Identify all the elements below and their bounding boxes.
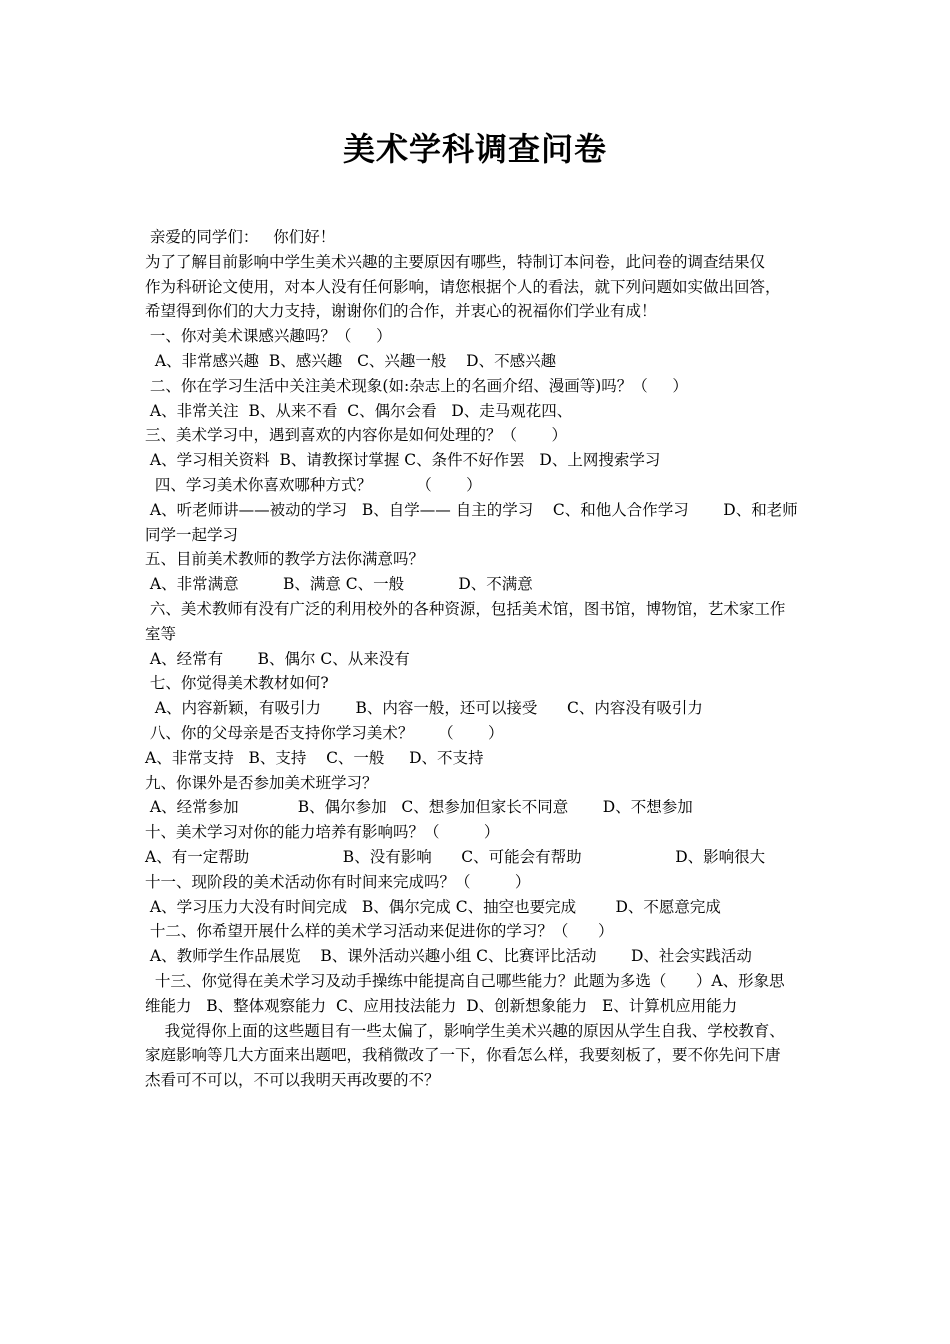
answers-13: 维能力 B、整体观察能力 C、应用技法能力 D、创新想象能力 E、计算机应用能力 (145, 996, 738, 1015)
question-9: 九、你课外是否参加美术班学习？ (145, 773, 378, 792)
question-10: 十、美术学习对你的能力培养有影响吗？（ ） (145, 823, 500, 842)
answers-1: A、非常感兴趣 B、感兴趣 C、兴趣一般 D、不感兴趣 (145, 351, 557, 370)
answers-9: A、经常参加 B、偶尔参加 C、想参加但家长不同意 D、不想参加 (145, 798, 693, 817)
question-13: 十三、你觉得在美术学习及动手操练中能提高自己哪些能力？此题为多选（ ）A、形象思 (145, 971, 785, 990)
document-body (145, 225, 811, 1093)
question-3: 三、美术学习中，遇到喜欢的内容你是如何处理的？（ ） (145, 426, 567, 445)
question-7: 七、你觉得美术教材如何? (145, 674, 329, 693)
answers-11: A、学习压力大没有时间完成 B、偶尔完成 C、抽空也要完成 D、不愿意完成 (145, 897, 721, 916)
question-2: 二、你在学习生活中关注美术现象(如:杂志上的名画介绍、漫画等)吗？（ ） (145, 376, 688, 395)
answers-6: A、经常有 B、偶尔 C、从来没有 (145, 649, 410, 668)
answers-3: A、学习相关资料 B、请教探讨掌握 C、条件不好作罢 D、上网搜索学习 (145, 451, 661, 470)
note-line-1: 我觉得你上面的这些题目有一些太偏了，影响学生美术兴趣的原因从学生自我、学校教育、 (145, 1021, 785, 1040)
answers-7: A、内容新颖，有吸引力 B、内容一般，还可以接受 C、内容没有吸引力 (145, 699, 703, 718)
answers-2: A、非常关注 B、从来不看 C、偶尔会看 D、走马观花四、 (145, 401, 573, 420)
answers-5: A、非常满意 B、满意 C、一般 D、不满意 (145, 575, 533, 594)
intro-line-1: 为了了解目前影响中学生美术兴趣的主要原因有哪些，特制订本问卷，此问卷的调查结果仅 (145, 252, 766, 271)
intro-line-2: 作为科研论文使用，对本人没有任何影响，请您根据个人的看法，就下列问题如实做出回答， (145, 277, 781, 296)
greeting-line: 亲爱的同学们： 你们好！ (145, 228, 336, 246)
question-1: 一、你对美术课感兴趣吗？（ ） (145, 327, 392, 346)
question-8: 八、你的父母亲是否支持你学习美术？ （ ） (145, 723, 504, 742)
answers-12: A、教师学生作品展览 B、课外活动兴趣小组 C、比赛评比活动 D、社会实践活动 (145, 947, 752, 966)
question-6: 六、美术教师有没有广泛的利用校外的各种资源，包括美术馆，图书馆，博物馆，艺术家工作 (145, 599, 786, 618)
answers-4: A、听老师讲——被动的学习 B、自学—— 自主的学习 C、和他人合作学习 D、和老师 (145, 500, 798, 519)
answers-8: A、非常支持 B、支持 C、一般 D、不支持 (145, 748, 484, 767)
answers-4-continued: 同学一起学习 (145, 525, 239, 544)
intro-line-3: 希望得到你们的大力支持，谢谢你们的合作，并衷心的祝福你们学业有成！ (145, 302, 657, 321)
question-5: 五、目前美术教师的教学方法你满意吗？ (145, 550, 425, 569)
note-line-3: 杰看可不可以，不可以我明天再改要的不？ (145, 1071, 440, 1090)
note-line-2: 家庭影响等几大方面来出题吧，我稍微改了一下，你看怎么样，我要刻板了，要不你先问下唐 (145, 1046, 781, 1065)
question-6-continued: 室等 (145, 624, 177, 643)
question-4: 四、学习美术你喜欢哪种方式？ （ ） (145, 475, 482, 494)
question-11: 十一、现阶段的美术活动你有时间来完成吗？（ ） (145, 872, 531, 891)
document-title: 美术学科调查问卷 (342, 130, 607, 168)
answers-10: A、有一定帮助 B、没有影响 C、可能会有帮助 D、影响很大 (145, 847, 766, 866)
question-12: 十二、你希望开展什么样的美术学习活动来促进你的学习？（ ） (145, 922, 614, 941)
